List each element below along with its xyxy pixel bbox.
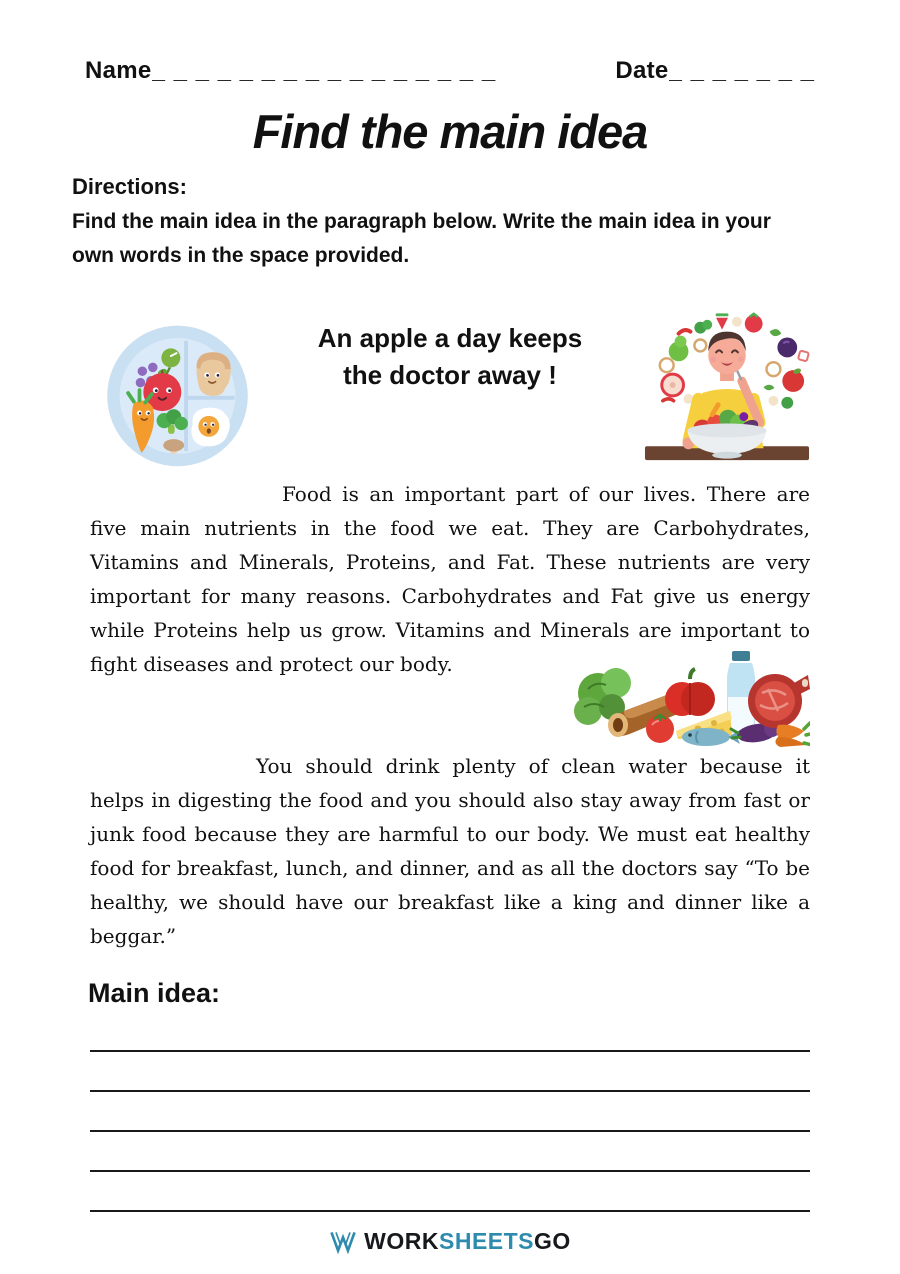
answer-line[interactable] [90, 1132, 810, 1172]
date-label: Date [615, 57, 669, 84]
directions-section [72, 174, 817, 272]
worksheetsgo-w-icon [329, 1229, 357, 1254]
logo-part-go: GO [534, 1228, 571, 1254]
man-eating-salad-illustration [642, 300, 812, 468]
name-label: Name [85, 57, 152, 84]
page-title: Find the main idea [252, 105, 648, 158]
answer-lines [90, 1012, 810, 1212]
directions-text: Find the main idea in the paragraph below. Write the main idea in your own words in the space provided. [72, 210, 771, 267]
answer-line[interactable] [90, 1092, 810, 1132]
fried-egg-icon [191, 408, 230, 447]
food-plate-illustration [100, 318, 255, 470]
food-group-illustration [572, 641, 810, 748]
passage-heading [262, 320, 638, 394]
answer-line[interactable] [90, 1172, 810, 1212]
date-blank-field[interactable]: _ _ _ _ _ _ _ [668, 57, 815, 84]
passage-paragraph-1: Food is an important part of our lives. There are five main nutrients in the food we eat. They are Carbohydrates, Vitamins and Minerals, Proteins, and Fat. These nutrients are very important for many reasons. Carbohydrates and Fat give us energy while Proteins help us grow. Vitamins and Minerals are important to fight diseases and protect our body. [90, 482, 810, 676]
carrots-icon [775, 723, 810, 747]
passage-heading-line1: An apple a day keeps [317, 323, 583, 353]
answer-line[interactable] [90, 1012, 810, 1052]
logo-wordmark [364, 1228, 571, 1255]
logo-part-work: WORK [364, 1228, 439, 1254]
directions-label: Directions: [72, 174, 187, 199]
name-blank-field[interactable]: _ _ _ _ _ _ _ _ _ _ _ _ _ _ _ _ [151, 57, 497, 84]
worksheetsgo-logo [0, 1228, 900, 1255]
ham-icon [748, 674, 810, 728]
answer-line[interactable] [90, 1052, 810, 1092]
passage-heading-line2: the doctor away ! [343, 360, 557, 390]
bell-pepper-icon [665, 669, 715, 716]
logo-part-sheets: SHEETS [439, 1228, 535, 1254]
tomato-icon [646, 715, 674, 743]
main-idea-label: Main idea: [88, 978, 221, 1008]
passage-paragraph-2: You should drink plenty of clean water because it helps in digesting the food and you should also stay away from fast or junk food because they are harmful to our body. We must eat healthy food for breakfast, lunch, and dinner, and as all the doctors say “To be healthy, we should have our breakfast like a king and dinner like a beggar.” [90, 754, 810, 948]
name-date-row [85, 57, 815, 85]
